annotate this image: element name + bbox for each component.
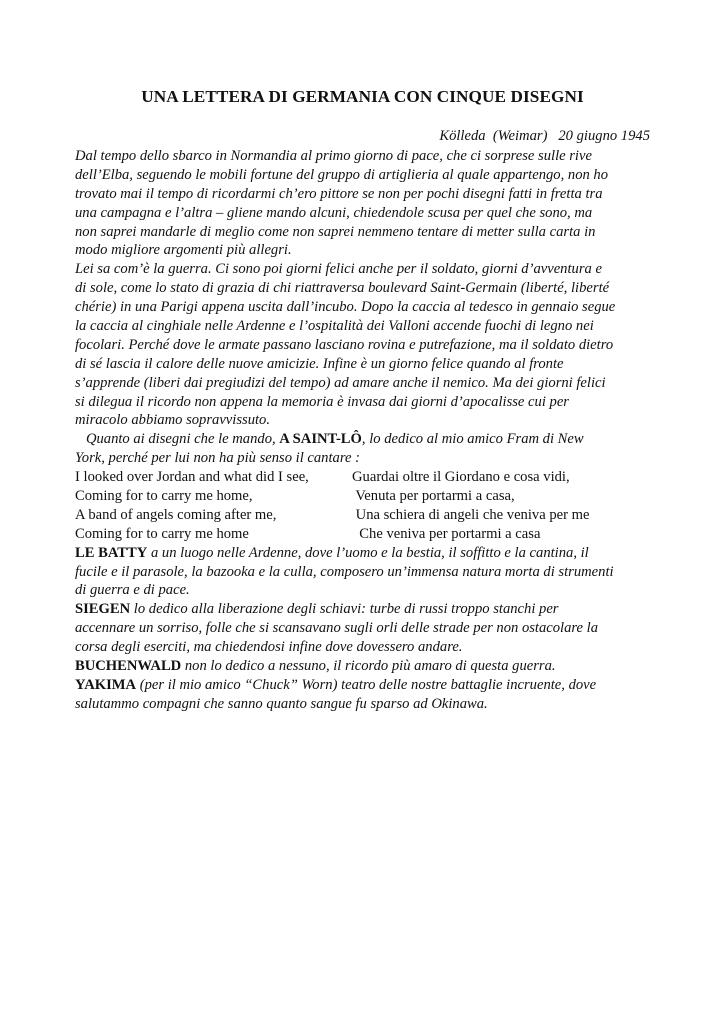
- text-line: Dal tempo dello sbarco in Normandia al primo giorno di pace, che ci sorprese sulle rive: [75, 148, 592, 164]
- saint-lo-rest: , lo dedico al mio amico Fram di New: [361, 431, 584, 448]
- page-title: UNA LETTERA DI GERMANIA CON CINQUE DISEGNI: [141, 87, 584, 106]
- text-line: York, perché per lui non ha più senso il cantare :: [75, 450, 360, 467]
- siegen-paragraph: [75, 600, 655, 657]
- drawing-title-buchenwald: BUCHENWALD: [75, 658, 182, 675]
- song-row: [75, 487, 655, 506]
- song-italian: Una schiera di angeli che veniva per me: [352, 506, 590, 523]
- song-row: [75, 506, 655, 525]
- text-line: accennare un sorriso, folle che si scansavano sugli orli delle strade per non ostacolare la: [75, 620, 599, 637]
- text-line: [75, 676, 655, 695]
- war-paragraph: [75, 260, 655, 430]
- text-line: salutammo compagni che sanno quanto sangue fu sparso ad Okinawa.: [75, 695, 488, 712]
- text-line: [75, 544, 655, 563]
- buchenwald-rest: non lo dedico a nessuno, il ricordo più amaro di questa guerra.: [181, 658, 556, 675]
- text-line: fucile e il parasole, la bazooka e la culla, composero un’immensa natura morta di strumenti: [75, 563, 614, 580]
- text-line: modo migliore argomenti più allegri.: [75, 242, 292, 259]
- text-line: miracolo abbiamo sopravvissuto.: [75, 412, 270, 429]
- song-english: A band of angels coming after me,: [75, 506, 277, 523]
- drawing-title-yakima: YAKIMA: [75, 676, 137, 693]
- song-english: Coming for to carry me home: [75, 525, 249, 542]
- text-line: focolari. Perché dove le armate passano lasciano rovina e putrefazione, ma il soldato dietro: [75, 336, 614, 353]
- text-line: dell’Elba, seguendo le mobili fortune del gruppo di artiglieria al quale appartengo, non ho: [75, 166, 609, 183]
- text-line: una campagna e l’altra – gliene mando alcuni, chiedendole scusa per quel che sono, ma: [75, 204, 593, 221]
- le-batty-rest: a un luogo nelle Ardenne, dove l’uomo e la bestia, il soffitto e la cantina, il: [147, 544, 589, 561]
- text-line: la caccia al cinghiale nelle Ardenne e l’ospitalità dei Valloni accende fuochi di legno nei: [75, 318, 594, 335]
- saint-lo-paragraph: [75, 430, 655, 468]
- text-line: s’apprende (liberi dai pregiudizi del tempo) ad amare anche il nemico. Ma dei giorni felici: [75, 374, 606, 391]
- siegen-rest: lo dedico alla liberazione degli schiavi: turbe di russi troppo stanchi per: [130, 601, 559, 618]
- text-line: corsa degli eserciti, ma chiedendosi infine dove dovessero andare.: [75, 639, 463, 656]
- text-line: chérie) in una Parigi appena uscita dall’incubo. Dopo la caccia al tedesco in gennaio segue: [75, 299, 616, 316]
- text-line: si dilegua il ricordo non appena la memoria è invasa dai giorni d’apocalisse cui per: [75, 393, 569, 410]
- text-line: di sole, come lo stato di grazia di chi riattraversa boulevard Saint-Germain (liberté, liberté: [75, 280, 610, 297]
- song-english: I looked over Jordan and what did I see,: [75, 469, 309, 486]
- drawing-title-siegen: SIEGEN: [75, 601, 131, 618]
- saint-lo-prefix: Quanto ai disegni che le mando,: [75, 431, 280, 448]
- drawing-title-le-batty: LE BATTY: [75, 544, 148, 561]
- song-row: [75, 468, 655, 487]
- text-line: [75, 600, 655, 619]
- drawing-title-saint-lo: A SAINT-LÔ: [279, 431, 362, 448]
- yakima-paragraph: [75, 676, 655, 714]
- song-italian: Che veniva per portarmi a casa: [352, 525, 541, 542]
- intro-paragraph: [75, 147, 655, 260]
- text-line: trovato mai il tempo di ricordarmi ch’ero pittore se non per pochi disegni fatti in fretta tra: [75, 185, 603, 202]
- dateline: Kölleda (Weimar) 20 giugno 1945: [439, 128, 650, 144]
- text-line: di guerra e di pace.: [75, 582, 190, 599]
- text-line: non saprei mandarle di meglio come non saprei nemmeno tentare di metter sulla carta in: [75, 223, 596, 240]
- yakima-rest: (per il mio amico “Chuck” Worn) teatro delle nostre battaglie incruente, dove: [136, 676, 597, 693]
- song-row: [75, 525, 655, 544]
- text-line: di sé lascia il calore delle nuove amicizie. Infine è un giorno felice quando al fronte: [75, 355, 564, 372]
- text-line: [75, 430, 655, 449]
- text-line: [75, 657, 655, 676]
- song-english: Coming for to carry me home,: [75, 488, 253, 505]
- buchenwald-paragraph: [75, 657, 655, 676]
- letter-body: [75, 147, 655, 714]
- le-batty-paragraph: [75, 544, 655, 601]
- song-italian: Guardai oltre il Giordano e cosa vidi,: [352, 469, 570, 486]
- song-italian: Venuta per portarmi a casa,: [352, 488, 515, 505]
- text-line: Lei sa com’è la guerra. Ci sono poi giorni felici anche per il soldato, giorni d’avventura e: [75, 261, 602, 278]
- song-verses: [75, 468, 655, 544]
